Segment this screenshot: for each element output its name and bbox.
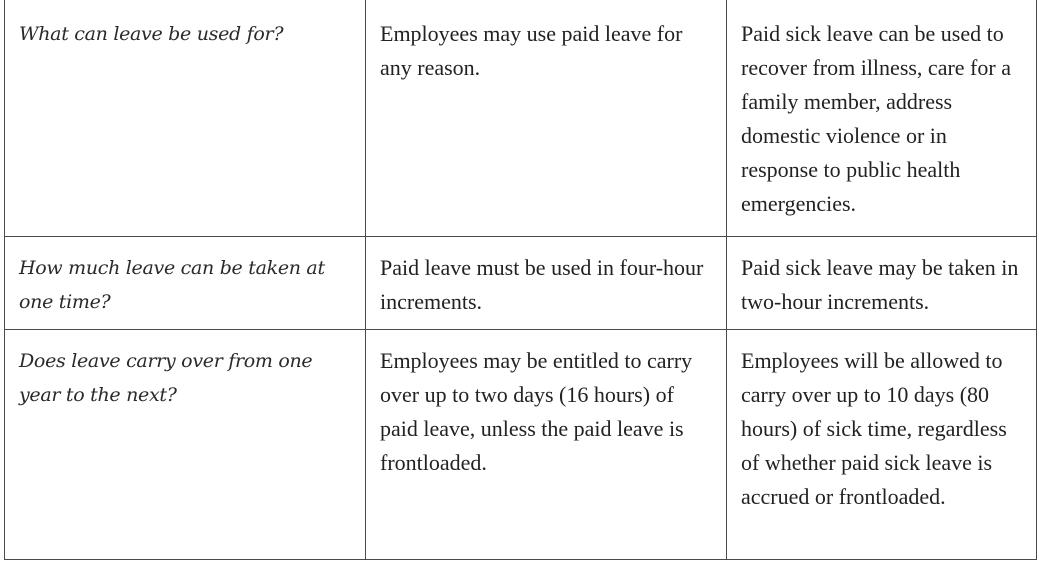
paid-leave-text: Employees may use paid leave for any reason. <box>380 21 683 80</box>
paid-sick-leave-cell <box>727 237 1037 330</box>
question-text: Does leave carry over from one year to the next? <box>19 350 313 406</box>
paid-sick-leave-text: Paid sick leave may be taken in two-hour increments. <box>741 255 1019 314</box>
paid-leave-cell <box>366 0 727 237</box>
paid-sick-leave-cell <box>727 0 1037 237</box>
paid-sick-leave-text: Employees will be allowed to carry over up to 10 days (80 hours) of sick time, regardless of whether paid sick leave is accrued or frontloaded. <box>741 348 1007 509</box>
table-row <box>5 330 1037 560</box>
paid-leave-text: Paid leave must be used in four-hour increments. <box>380 255 704 314</box>
table-row <box>5 237 1037 330</box>
question-cell <box>5 330 366 560</box>
table-row <box>5 0 1037 237</box>
paid-sick-leave-text: Paid sick leave can be used to recover from illness, care for a family member, address domestic violence or in response to public health emergencies. <box>741 21 1011 216</box>
paid-sick-leave-cell <box>727 330 1037 560</box>
question-cell <box>5 237 366 330</box>
question-text: How much leave can be taken at one time? <box>19 257 325 313</box>
paid-leave-cell <box>366 330 727 560</box>
paid-leave-cell <box>366 237 727 330</box>
question-cell <box>5 0 366 237</box>
paid-leave-text: Employees may be entitled to carry over up to two days (16 hours) of paid leave, unless the paid leave is frontloaded. <box>380 348 693 475</box>
question-text: What can leave be used for? <box>19 23 284 45</box>
leave-comparison-table <box>4 0 1037 560</box>
